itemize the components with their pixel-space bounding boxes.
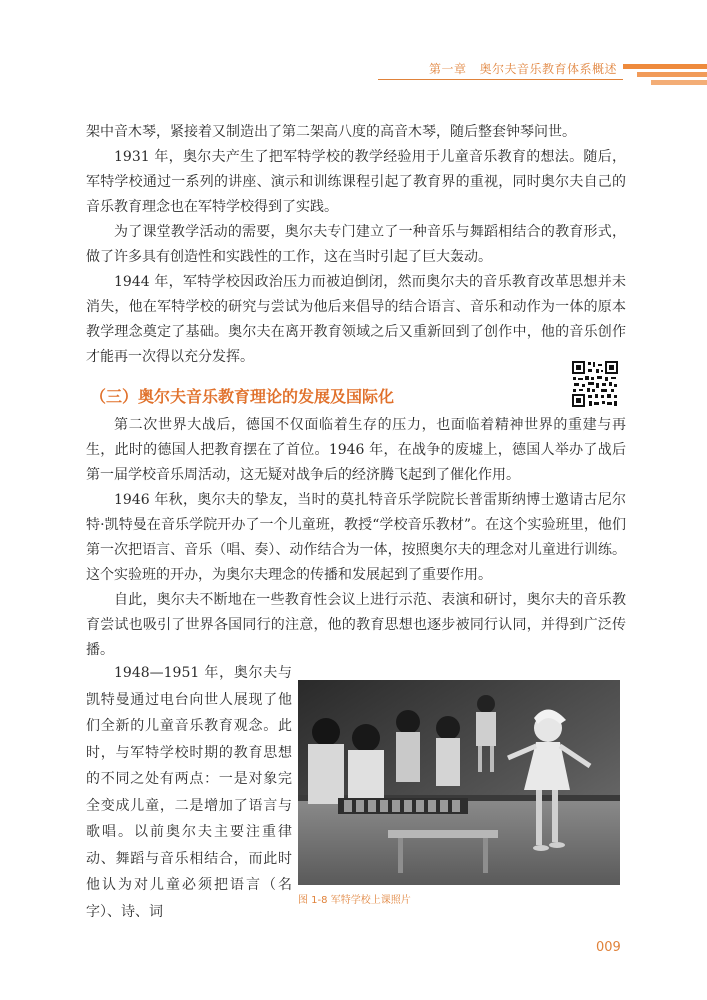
- page-header: [0, 0, 707, 82]
- paragraph-7: 自此，奥尔夫不断地在一些教育性会议上进行示范、表演和研讨，奥尔夫的音乐教育尝试也吸引了世界各国同行的注意，他的教育思想也逐步被同行认同，并得到广泛传播。: [86, 592, 626, 658]
- header-rule: [378, 79, 623, 80]
- paragraph-6: 1946 年秋，奥尔夫的挚友，当时的莫扎特音乐学院院长普雷斯纳博士邀请古尼尔特·凯特曼在音乐学院开办了一个儿童班，教授“学校音乐教材”。在这个实验班里，他们第一次把语言、音乐（唱、奏）、动作结合为一体，按照奥尔夫的理念对儿童进行训练。这个实验班的开办，为奥尔夫理念的传播和发展起到了重要作用。: [86, 492, 626, 583]
- paragraph-5: 第二次世界大战后，德国不仅面临着生存的压力，也面临着精神世界的重建与再生，此时的德国人把教育摆在了首位。1946 年，在战争的废墟上，德国人举办了战后第一届学校音乐周活动，这无疑对战争后的经济腾飞起到了催化作用。: [86, 417, 626, 483]
- paragraph-4: 1944 年，军特学校因政治压力而被迫倒闭，然而奥尔夫的音乐教育改革思想并未消失，他在军特学校的研究与尝试为他后来倡导的结合语言、音乐和动作为一体的原本教学理念奠定了基础。奥尔夫在离开教育领域之后又重新回到了创作中，他的音乐创作才能再一次得以充分发挥。: [86, 274, 626, 365]
- paragraph-2: 1931 年，奥尔夫产生了把军特学校的教学经验用于儿童音乐教育的想法。随后，军特学校通过一系列的讲座、演示和训练课程引起了教育界的重视，同时奥尔夫自己的音乐教育理念也在军特学校得到了实践。: [86, 149, 626, 215]
- header-decoration: [623, 56, 707, 84]
- chapter-label: 第一章: [429, 62, 467, 76]
- running-head: [429, 60, 617, 77]
- paragraph-3: 为了课堂教学活动的需要，奥尔夫专门建立了一种音乐与舞蹈相结合的教育形式，做了许多具有创造性和实践性的工作，这在当时引起了巨大轰动。: [86, 224, 626, 265]
- classroom-photo: [298, 680, 620, 885]
- chapter-title: 奥尔夫音乐教育体系概述: [479, 62, 617, 76]
- paragraph-8: 1948—1951 年，奥尔夫与凯特曼通过电台向世人展现了他们全新的儿童音乐教育观念。此时，与军特学校时期的教育思想的不同之处有两点：一是对象完全变成儿童，二是增加了语言与歌唱。以前奥尔夫主要注重律动、舞蹈与音乐相结合，而此时他认为对儿童必须把语言（名字）、诗、词: [86, 665, 292, 920]
- figure-caption: 图 1-8 军特学校上课照片: [298, 895, 411, 906]
- qr-code-icon[interactable]: [571, 360, 619, 408]
- paragraph-1: 架中音木琴，紧接着又制造出了第二架高八度的高音木琴，随后整套钟琴问世。: [86, 124, 576, 140]
- page-number: 009: [596, 940, 621, 955]
- section-heading: （三）奥尔夫音乐教育理论的发展及国际化: [90, 387, 395, 406]
